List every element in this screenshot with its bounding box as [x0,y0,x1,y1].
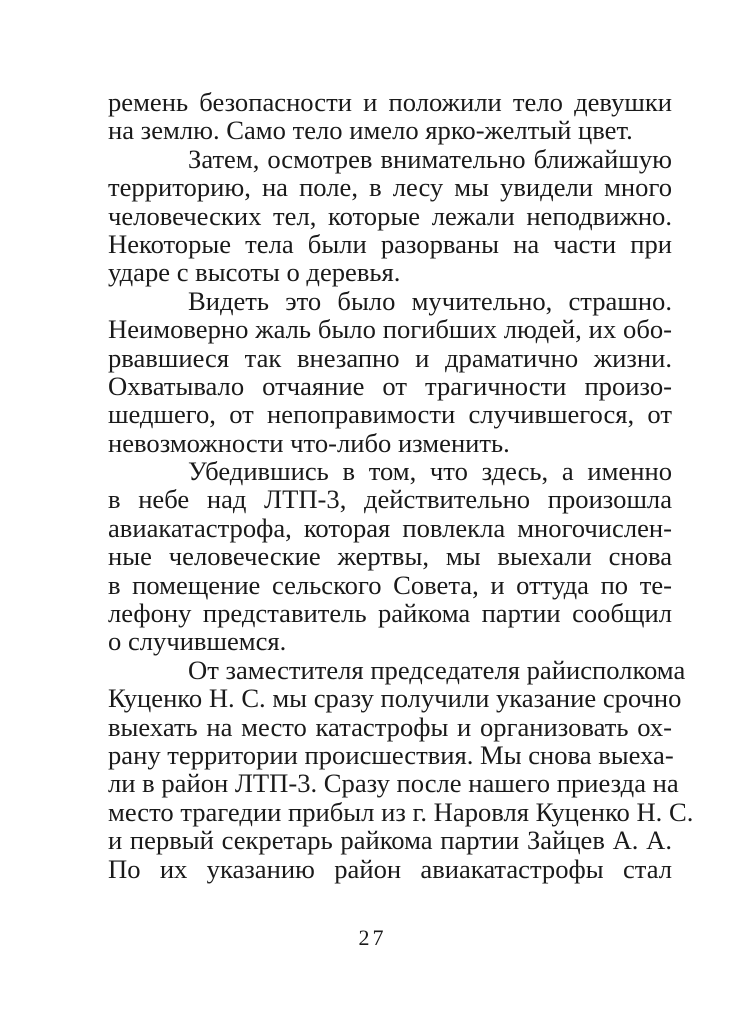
text-line: авиакатастрофа, которая повлекла многочислен- [108,512,672,543]
text-line: в помещение сельского Совета, и оттуда по те- [108,569,672,600]
text-line: Убедившись в том, что здесь, а именно [188,456,672,487]
text-line: ли в район ЛТП-3. Сразу после нашего приезда на [108,768,679,799]
text-line: ремень безопасности и положили тело девушки [108,87,672,117]
text-line: о случившемся. [108,626,287,657]
text-line: ударе с высоты о деревья. [108,257,401,288]
text-line: в небе над ЛТП-3, действительно произошла [108,484,672,515]
text-line: территорию, на поле, в лесу мы увидели много [108,172,672,203]
text-line: человеческих тел, которые лежали неподвижно. [108,200,672,231]
text-line: Неимоверно жаль было погибших людей, их обо- [108,314,672,345]
text-line: и первый секретарь райкома партии Зайцев А. А. [108,825,672,856]
text-line: Куценко Н. С. мы сразу получили указание срочно [108,683,682,714]
text-line: Некоторые тела были разорваны на части при [108,228,672,259]
text-line: рану территории происшествия. Мы снова выеха- [108,739,674,770]
text-line: лефону представитель райкома партии сообщил [108,598,672,629]
text-line: По их указанию район авиакатастрофы стал [108,853,672,884]
text-line: шедшего, от непоправимости случившегося, от [108,399,672,430]
text-line: место трагедии прибыл из г. Наровля Куценко Н. С. [108,796,694,827]
text-line: невозможности что-либо изменить. [108,427,510,458]
text-line: Видеть это было мучительно, страшно. [188,285,672,316]
text-line: выехать на место катастрофы и организовать ох- [108,711,672,742]
text-line: ные человеческие жертвы, мы выехали снова [108,541,672,572]
page-number: 27 [358,925,387,950]
text-line: Охватывало отчаяние от трагичности произо- [108,370,672,401]
text-line: на землю. Само тело имело ярко-желтый цвет. [108,115,633,146]
text-line: Затем, осмотрев внимательно ближайшую [188,143,672,174]
page-body-text [108,87,694,884]
text-line: От заместителя председателя райисполкома [188,654,686,685]
text-line: рвавшиеся так внезапно и драматично жизни. [108,342,672,373]
